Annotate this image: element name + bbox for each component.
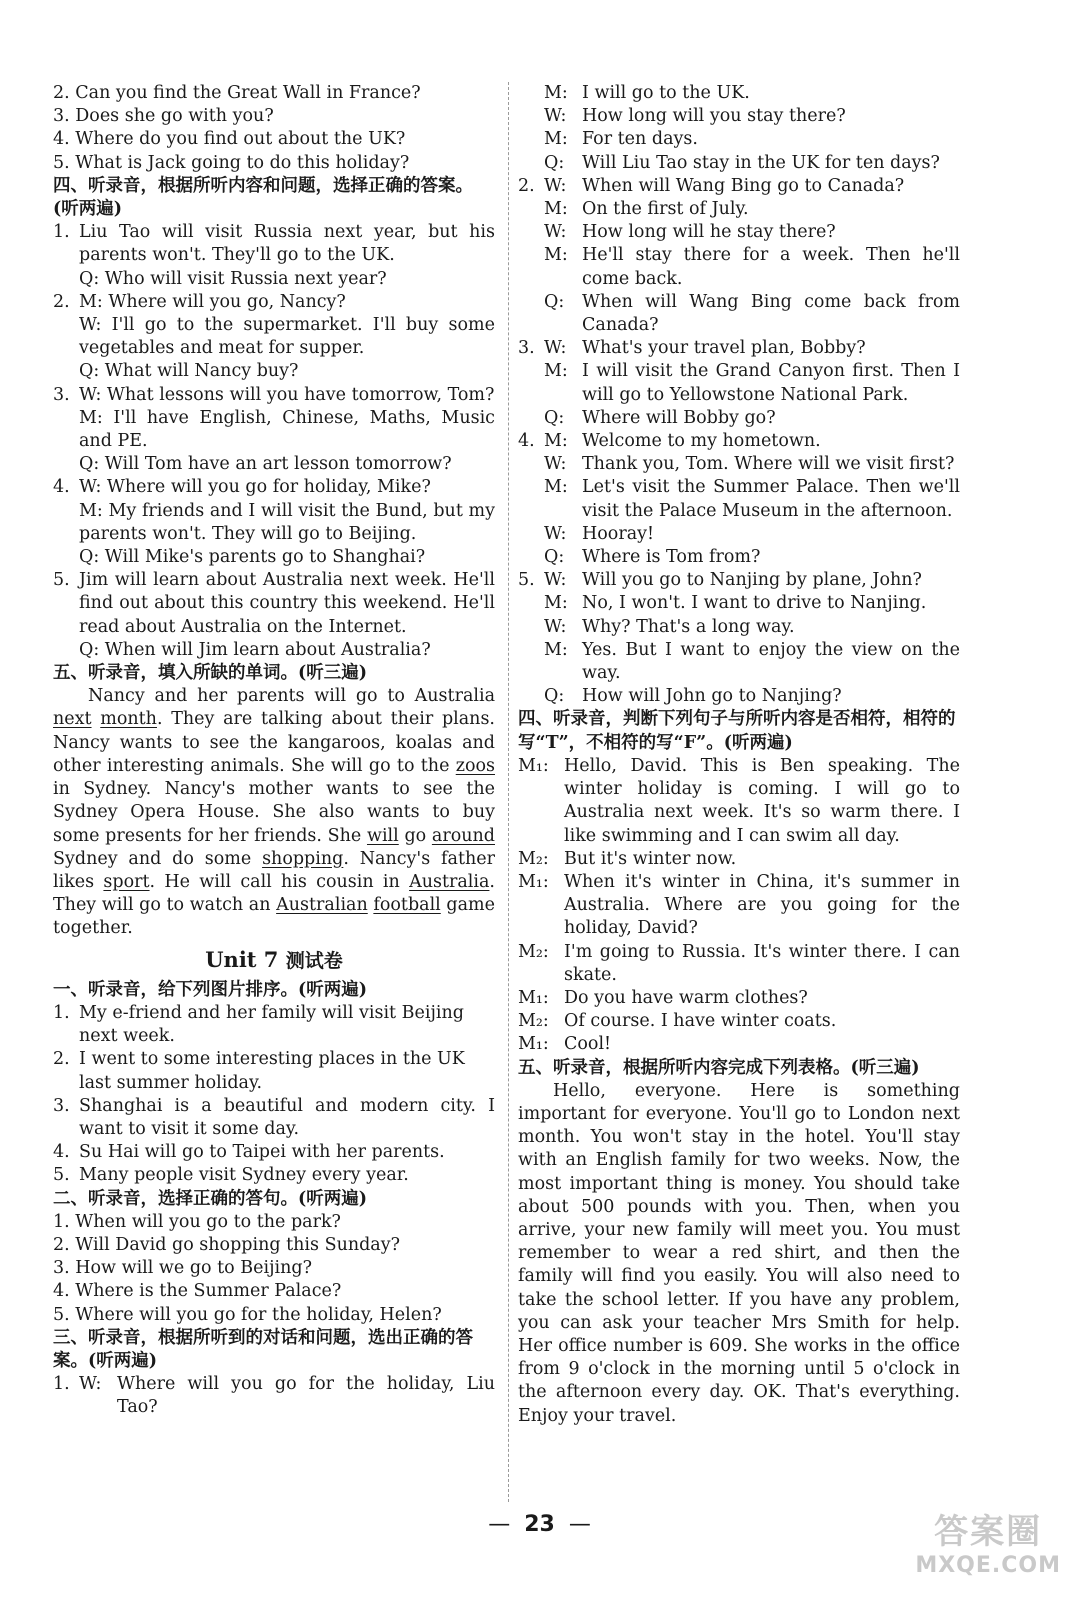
speaker-label: Q:	[544, 407, 565, 428]
list-item	[53, 1002, 495, 1048]
dialog-text: Hooray!	[582, 523, 655, 544]
item-number: 5.	[53, 1165, 70, 1186]
dialog-text: Welcome to my hometown.	[582, 431, 821, 452]
section-heading: 二、听录音，选择正确的答句。(听两遍)	[53, 1188, 368, 1209]
question-number: 3.	[518, 338, 535, 359]
dialog-text: I will visit the Grand Canyon first. Then I will go to Yellowstone National Park.	[582, 361, 960, 405]
speaker-label: M:	[544, 639, 568, 660]
list-item	[53, 1164, 495, 1187]
dialog-line	[518, 941, 960, 987]
passage-text: . Nancy's father likes	[53, 848, 495, 892]
dialog-text: But it's winter now.	[564, 848, 737, 869]
speaker-label: W:	[544, 454, 567, 475]
dialog-text: Hello, David. This is Ben speaking. The winter holiday is coming. I will go to Australia next week. It's so warm there. I like swimming and I can swim all day.	[564, 755, 960, 846]
filled-blank: Australian	[276, 895, 368, 916]
page-number-value: 23	[524, 1512, 555, 1537]
filled-blank: zoos	[455, 755, 495, 776]
dialog-text: Where will you go for the holiday, Liu Tao?	[117, 1374, 495, 1418]
dialog-line	[544, 569, 960, 592]
right-column	[518, 82, 960, 1428]
question-number: 2.	[53, 291, 70, 312]
dialog-text: Do you have warm clothes?	[564, 987, 808, 1008]
list-item	[53, 1095, 495, 1141]
dialog-line	[544, 337, 960, 360]
item-text: I went to some interesting places in the UK last summer holiday.	[79, 1049, 465, 1093]
dialog-line	[544, 616, 960, 639]
dialog-line	[544, 523, 960, 546]
unit-title-en: Unit 7	[205, 946, 279, 972]
dialog-line	[544, 430, 960, 453]
speaker-label: Q:	[544, 152, 565, 173]
dialog-text: When will Wang Bing go to Canada?	[582, 175, 905, 196]
list-item: 3. Does she go with you?	[53, 106, 274, 127]
dialog-line	[544, 221, 960, 244]
section-heading: 五、听录音，填入所缺的单词。(听三遍)	[53, 663, 368, 684]
passage-text: game together.	[53, 895, 495, 939]
question-number: 1.	[53, 222, 70, 243]
question-item	[518, 337, 960, 430]
speaker-label: W:	[544, 616, 567, 637]
dialog-line	[544, 685, 960, 708]
question-text: Jim will learn about Australia next week. He'll find out about this country this weekend. He'll read about Australia on the Internet.	[79, 570, 495, 637]
question-text: Q: Who will visit Russia next year?	[79, 268, 387, 289]
item-number: 1.	[53, 1002, 70, 1023]
list-item	[53, 1141, 495, 1164]
list-item: 2. Will David go shopping this Sunday?	[53, 1234, 401, 1255]
dialog-block	[518, 755, 960, 1057]
speaker-label: Q:	[544, 291, 565, 312]
question-item	[53, 291, 495, 384]
speaker-label: M:	[544, 129, 568, 150]
question-number: 1.	[53, 1374, 70, 1395]
dialog-text: Why? That's a long way.	[582, 616, 795, 637]
question-number: 4.	[518, 431, 535, 452]
question-item	[53, 476, 495, 569]
dialog-line	[544, 105, 960, 128]
list-item: 3. How will we go to Beijing?	[53, 1258, 312, 1279]
list-item: 4. Where is the Summer Palace?	[53, 1281, 342, 1302]
question-number: 4.	[53, 477, 70, 498]
dialog-text: Will Liu Tao stay in the UK for ten days?	[582, 152, 940, 173]
item-number: 2.	[53, 1049, 70, 1070]
section-heading: 四、听录音，判断下列句子与所听内容是否相符，相符的写“T”，不相符的写“F”。(听两遍)	[518, 709, 956, 753]
dialog-text: On the first of July.	[582, 199, 749, 220]
dialog-line	[544, 476, 960, 522]
dialog-text: Thank you, Tom. Where will we visit first?	[582, 454, 955, 475]
speaker-label: W:	[544, 106, 567, 127]
dialog-line	[544, 453, 960, 476]
question-number: 2.	[518, 175, 535, 196]
question-number: 5.	[53, 570, 70, 591]
list-item: 1. When will you go to the park?	[53, 1211, 341, 1232]
dialog-text: When will Wang Bing come back from Canada?	[582, 291, 960, 336]
item-text: Su Hai will go to Taipei with her parents.	[79, 1142, 445, 1163]
dialog-text: I will go to the UK.	[582, 83, 750, 103]
dialog-line	[544, 592, 960, 615]
cloze-passage	[53, 685, 495, 940]
filled-blank: will	[366, 825, 399, 846]
column-divider	[508, 82, 509, 1502]
dialog-text: Of course. I have winter coats.	[564, 1011, 837, 1032]
item-number: 4.	[53, 1142, 70, 1163]
question-number: 5.	[518, 570, 535, 591]
dialog-line: M: My friends and I will visit the Bund, but my parents won't. They will go to Beijing.	[79, 500, 495, 544]
dialog-line	[544, 244, 960, 290]
page-number: — 23 —	[488, 1512, 591, 1537]
question-item	[53, 384, 495, 477]
section-heading: 三、听录音，根据所听到的对话和问题，选出正确的答案。(听两遍)	[53, 1327, 473, 1371]
dialog-line: Q: Will Mike's parents go to Shanghai?	[79, 547, 426, 568]
dialog-line: W: What lessons will you have tomorrow, Tom?	[79, 384, 495, 405]
dialog-line	[544, 128, 960, 151]
question-item	[53, 569, 495, 662]
section-heading: 五、听录音，根据所听内容完成下列表格。(听三遍)	[518, 1057, 920, 1078]
dialog-line	[544, 546, 960, 569]
speaker-label: Q:	[544, 547, 565, 568]
dialog-continuation	[518, 82, 960, 175]
question-item	[518, 569, 960, 708]
dialog-text: How will John go to Nanjing?	[582, 686, 842, 707]
dialog-line	[518, 848, 960, 871]
speaker-label: W:	[544, 570, 567, 591]
dialog-line	[518, 1010, 960, 1033]
passage-text: go	[398, 825, 432, 846]
dialog-line	[518, 755, 960, 848]
filled-blank: football	[373, 895, 441, 916]
dialog-line: W: Where will you go for holiday, Mike?	[79, 477, 431, 498]
dialog-text: I'm going to Russia. It's winter there. I can skate.	[564, 941, 960, 985]
section-heading: 四、听录音，根据所听内容和问题，选择正确的答案。(听两遍)	[53, 175, 473, 220]
dialog-text: Cool!	[564, 1034, 612, 1055]
dialog-text: Where will Bobby go?	[582, 407, 776, 428]
speaker-label: W:	[544, 175, 567, 196]
dialog-line: W: I'll go to the supermarket. I'll buy some vegetables and meat for supper.	[79, 315, 495, 359]
dialog-line	[518, 871, 960, 941]
dialog-line	[544, 82, 960, 105]
speaker-label: M:	[544, 361, 568, 382]
dialog-list	[518, 175, 960, 709]
dialog-line: Q: What will Nancy buy?	[79, 361, 299, 382]
speaker-label: W:	[79, 1374, 102, 1395]
watermark-logo	[915, 1504, 1061, 1578]
speaker-label: M:	[544, 593, 568, 614]
item-text: My e-friend and her family will visit Beijing next week.	[79, 1002, 464, 1047]
passage-text	[92, 709, 101, 729]
dialog-text: How long will he stay there?	[582, 222, 836, 243]
speaker-label: M:	[544, 245, 568, 266]
question-item	[518, 430, 960, 569]
question-item	[518, 175, 960, 337]
speaker-label: M:	[544, 431, 568, 452]
dialog-text: No, I won't. I want to drive to Nanjing.	[582, 593, 927, 614]
dialog-line	[544, 175, 960, 198]
speaker-label: M:	[544, 477, 568, 498]
list-item: 4. Where do you find out about the UK?	[53, 129, 406, 150]
list-item: 5. Where will you go for the holiday, Helen?	[53, 1304, 442, 1325]
dialog-line	[544, 152, 960, 175]
dialog-line	[518, 1033, 960, 1056]
speaker-label: M₂:	[518, 941, 549, 962]
section-heading: 一、听录音，给下列图片排序。(听两遍)	[53, 979, 368, 1000]
listening-passage: Hello, everyone. Here is something important for everyone. You'll go to London next month. You won't stay in the hotel. You'll stay with an English family for two weeks. Now, the most important thing is money. You should take about 500 pounds with you. Then, when you arrive, your new family will meet you. You must remember to wear a red shirt, and then the family will find you easily. You will also need to take the school letter. If you have any problem, you can ask your teacher Mrs Smith for help. Her office number is 609. She works in the office from 9 o'clock in the morning until 5 o'clock in the afternoon every day. OK. That's everything. Enjoy your travel.	[518, 1080, 960, 1426]
dialog-line: M: I'll have English, Chinese, Maths, Music and PE.	[79, 407, 495, 452]
dialog-line	[544, 407, 960, 430]
dialog-line	[544, 291, 960, 337]
watermark-en: MXQE.COM	[915, 1553, 1061, 1578]
watermark-cn: 答案圈	[934, 1512, 1043, 1552]
passage-text: . He will call his cousin in	[149, 871, 410, 892]
unit-title	[53, 948, 495, 973]
list-item	[53, 1048, 495, 1094]
item-number: 3.	[53, 1095, 70, 1116]
speaker-label: W:	[544, 338, 567, 359]
dialog-line	[544, 639, 960, 685]
dialog-line: M: Where will you go, Nancy?	[79, 291, 346, 312]
dialog-text: Will you go to Nanjing by plane, John?	[582, 570, 922, 591]
passage-text: . They will go to watch an	[53, 871, 495, 916]
dialog-text: For ten days.	[582, 129, 698, 150]
speaker-label: Q:	[544, 686, 565, 707]
dialog-line	[544, 360, 960, 406]
speaker-label: W:	[544, 222, 567, 243]
speaker-label: M₂:	[518, 1011, 549, 1032]
item-text: Many people visit Sydney every year.	[79, 1165, 409, 1186]
dialog-text: When it's winter in China, it's summer in Australia. Where are you going for the holiday, David?	[564, 871, 960, 939]
left-column	[53, 82, 495, 1420]
filled-blank: month	[100, 709, 157, 730]
speaker-label: M₁:	[518, 1034, 549, 1055]
filled-blank: next	[53, 709, 92, 730]
passage-text: Nancy and her parents will go to Australia	[88, 686, 495, 707]
passage-text: . They are talking about their plans. Nancy wants to see the kangaroos, koalas and other interesting animals. She will go to the	[53, 709, 495, 776]
passage-text: Sydney and do some	[53, 848, 263, 869]
dialog-text: What's your travel plan, Bobby?	[582, 338, 866, 359]
dialog-text: Yes. But I want to enjoy the view on the way.	[582, 639, 960, 684]
speaker-label: M₁:	[518, 871, 549, 892]
unit-title-cn: 测试卷	[285, 949, 343, 972]
dialog-text: He'll stay there for a week. Then he'll come back.	[582, 245, 960, 289]
filled-blank: sport	[103, 871, 150, 892]
filled-blank: Australia	[409, 871, 490, 892]
list-item: 2. Can you find the Great Wall in France?	[53, 83, 421, 103]
filled-blank: shopping	[262, 848, 344, 869]
speaker-label: M:	[544, 199, 568, 220]
item-text: Shanghai is a beautiful and modern city. I want to visit it some day.	[79, 1095, 495, 1139]
question-number: 3.	[53, 384, 70, 405]
dialog-line	[518, 987, 960, 1010]
speaker-label: M₁:	[518, 755, 549, 776]
speaker-label: M:	[544, 83, 568, 103]
list-item: 5. What is Jack going to do this holiday?	[53, 152, 410, 173]
passage-text: in Sydney. Nancy's mother wants to see the Sydney Opera House. She also wants to buy some presents for her friends. She	[53, 779, 495, 846]
filled-blank: around	[431, 825, 495, 846]
dialog-line: Q: Will Tom have an art lesson tomorrow?	[79, 454, 452, 475]
question-text: Liu Tao will visit Russia next year, but his parents won't. They'll go to the UK.	[79, 222, 495, 266]
speaker-label: M₁:	[518, 987, 549, 1008]
question-item	[53, 1373, 495, 1419]
question-item	[53, 221, 495, 291]
dialog-text: Where is Tom from?	[582, 547, 761, 568]
speaker-label: M₂:	[518, 848, 549, 869]
dialog-text: Let's visit the Summer Palace. Then we'll visit the Palace Museum in the afternoon.	[582, 477, 960, 521]
question-text: Q: When will Jim learn about Australia?	[79, 639, 431, 660]
dialog-text: How long will you stay there?	[582, 106, 846, 127]
speaker-label: W:	[544, 523, 567, 544]
dialog-line	[544, 198, 960, 221]
